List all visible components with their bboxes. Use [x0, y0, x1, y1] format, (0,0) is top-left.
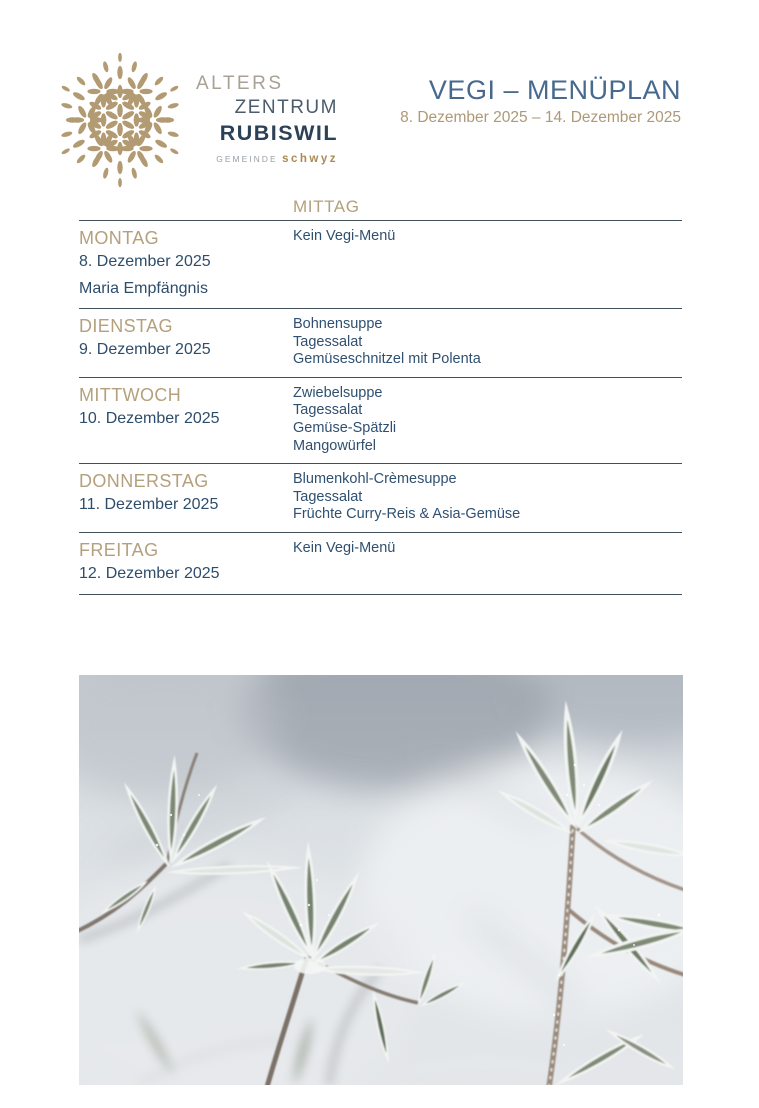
menu-item: Kein Vegi-Menü: [293, 539, 396, 556]
menu-item: Zwiebelsuppe: [293, 384, 383, 401]
menu-item: Früchte Curry-Reis & Asia-Gemüse: [293, 506, 521, 523]
logo-schwyz-label: schwyz: [282, 153, 338, 165]
table-header-row: [79, 197, 682, 221]
logo-line-zentrum: ZENTRUM: [234, 97, 338, 118]
table-row-montag: [79, 221, 682, 309]
menu-items-cell: [293, 314, 682, 369]
menu-item: Blumenkohl-Crèmesuppe: [293, 471, 457, 488]
menu-item: Kein Vegi-Menü: [293, 228, 396, 244]
day-date: 12. Dezember 2025: [79, 564, 220, 582]
menu-item: Gemüse-Spätzli: [293, 419, 397, 436]
logo-line-alters: ALTERS: [196, 73, 284, 94]
table-row-donnerstag: [79, 464, 682, 533]
day-date: 10. Dezember 2025: [79, 409, 220, 427]
logo-wordmark: [196, 71, 338, 167]
page-title: VEGI – MENÜPLAN: [428, 75, 681, 105]
menu-item: Gemüseschnitzel mit Polenta: [293, 351, 481, 368]
date-range: 8. Dezember 2025 – 14. Dezember 2025: [400, 109, 681, 126]
menu-items-cell: [293, 538, 682, 586]
menu-items-cell: [293, 469, 682, 524]
title-block: [400, 74, 681, 127]
day-label: MITTWOCH: [79, 384, 182, 405]
day-label: MONTAG: [79, 228, 160, 248]
menu-item: Bohnensuppe: [293, 316, 383, 332]
day-cell: [79, 469, 293, 524]
alterszentrum-logo-icon: [48, 48, 192, 192]
logo-municipality: [196, 149, 338, 167]
day-cell: [79, 314, 293, 369]
day-date: 8. Dezember 2025: [79, 253, 211, 270]
day-label: DONNERSTAG: [79, 471, 209, 492]
menu-items-cell: [293, 226, 682, 300]
table-row-freitag: [79, 533, 682, 595]
menu-item: Tagessalat: [293, 333, 363, 350]
day-date: 9. Dezember 2025: [79, 341, 211, 358]
day-label: FREITAG: [79, 539, 159, 560]
holiday-note: Maria Empfängnis: [79, 280, 208, 297]
menu-items-cell: [293, 383, 682, 455]
day-cell: [79, 538, 293, 586]
winter-photo: [79, 675, 683, 1085]
day-label: DIENSTAG: [79, 316, 173, 336]
menu-item: Tagessalat: [293, 488, 363, 505]
menu-item: Mangowürfel: [293, 437, 377, 454]
day-cell: [79, 226, 293, 300]
menu-item: Tagessalat: [293, 402, 363, 419]
logo-line-rubiswil: RUBISWIL: [219, 121, 338, 145]
column-header-mittag: MITTAG: [293, 197, 360, 216]
day-date: 11. Dezember 2025: [79, 496, 219, 514]
table-row-dienstag: [79, 309, 682, 378]
menu-table: [79, 197, 682, 595]
logo-gemeinde-label: GEMEINDE: [216, 154, 278, 164]
table-row-mittwoch: [79, 378, 682, 464]
day-cell: [79, 383, 293, 455]
